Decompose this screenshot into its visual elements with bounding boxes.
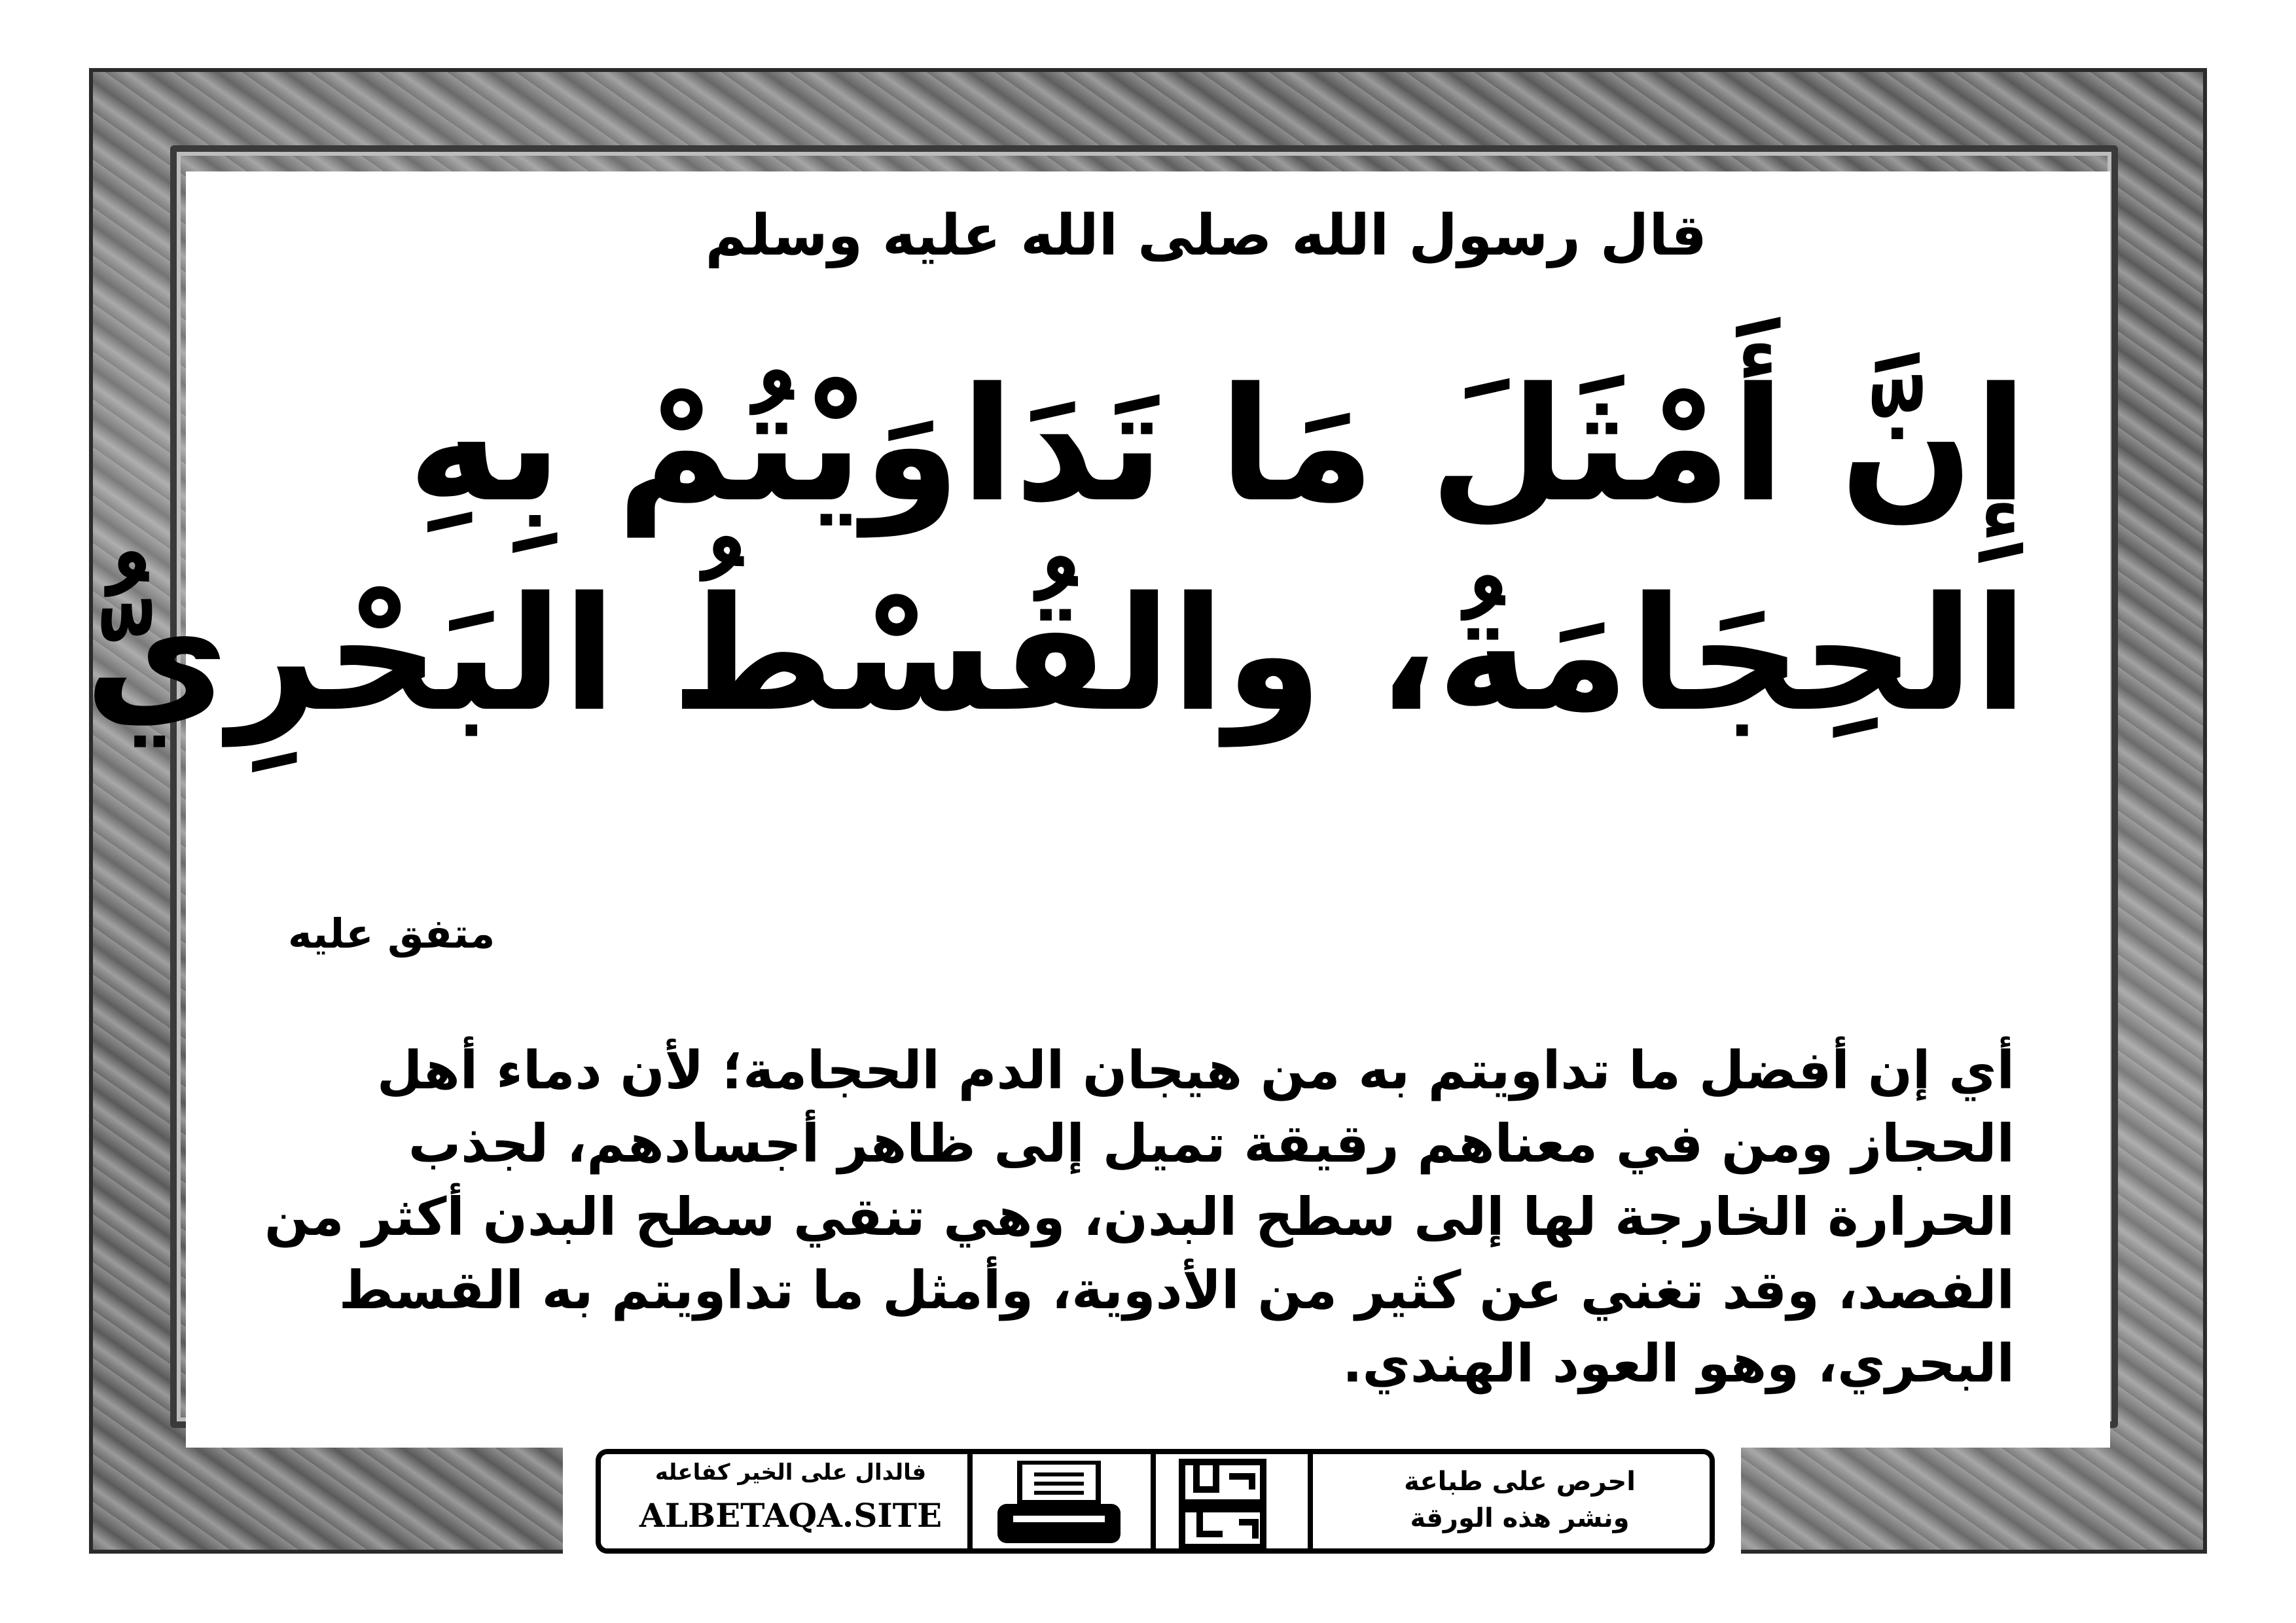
footer-bar [596, 1449, 1715, 1554]
call-line-1: احرص على طباعة [1404, 1467, 1636, 1497]
footer-divider [967, 1449, 973, 1554]
hadith-source: متفق عليه [288, 910, 495, 957]
hadith-line-1: إِنَّ أَمْثَلَ مَا تَدَاوَيْتُمْ بِهِ [407, 353, 2028, 537]
footer-tagline: فالدال على الخير كفاعله [655, 1459, 927, 1486]
hadith-explanation: أي إن أفضل ما تداويتم به من هيجان الدم الحجامة؛ لأن دماء أهل الحجاز ومن في معناهم رقيقة تميل إلى ظاهر أجسادهم، لجذب الحرارة الخارجة لها إلى سطح البدن، وهي تنقي سطح البدن أكثر من الفصد، وقد تغني عن كثير من الأدوية، وأمثل ما تداويتم به القسط البحري، وهو العود الهندي. [264, 1040, 2015, 1394]
hadith-introduction: قال رسول الله صلى الله عليه وسلم [705, 203, 1707, 268]
hadith-line-2: الحِجَامَةُ، والقُسْطُ البَحْرِيُّ [84, 563, 2028, 746]
site-url[interactable]: ALBETAQA.SITE [639, 1496, 942, 1535]
footer-divider [1151, 1449, 1156, 1554]
call-line-2: ونشر هذه الورقة [1410, 1503, 1630, 1533]
dawat-alwaraqa-logo [1177, 1457, 1268, 1552]
printer-icon [994, 1461, 1124, 1546]
footer-divider [1308, 1449, 1313, 1554]
call-to-action [1350, 1463, 1690, 1537]
site-block [620, 1459, 961, 1535]
